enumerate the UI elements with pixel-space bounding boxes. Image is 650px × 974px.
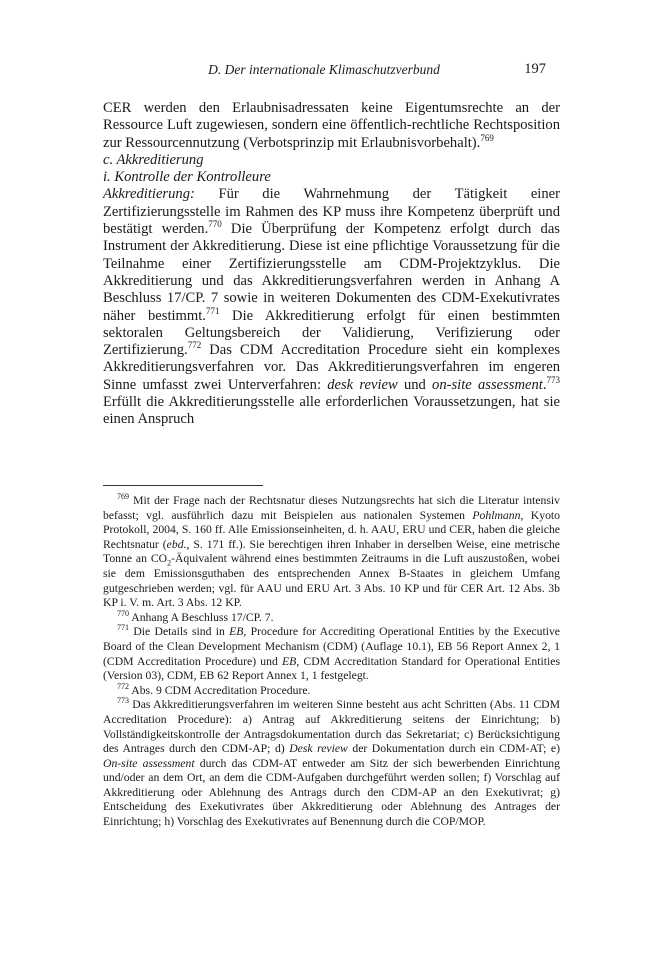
footnote-text: , Procedure for Accrediting Operational Entities by the Executive Board of the Clean Development Mechanism (CDM) (Auflage 10.1), EB 56 Report Annex 2, 1 (CDM Accreditation Procedure) und <box>103 625 560 668</box>
body-text <box>103 100 560 429</box>
footnote-text: Abs. 9 CDM Accreditation Procedure. <box>129 683 311 697</box>
author-eb: EB <box>282 654 297 668</box>
paragraph-1 <box>103 100 560 152</box>
paragraph-2-dot: . <box>542 376 547 393</box>
footnote-773 <box>103 698 560 829</box>
paragraph-2-part-c: Die Akkreditierung erfolgt für einen bestimmten sektoralen Geltungsbereich der Validierung, Verifizierung oder Zertifizierung. <box>103 307 560 359</box>
footnote-text: Mit der Frage nach der Rechtsnatur dieses Nutzungsrechts hat sich die Literatur intensiv befasst; vgl. ausführlich dazu mit Beispielen aus nationalen Systemen <box>103 494 560 522</box>
footnote-ref-771[interactable]: 771 <box>205 305 220 316</box>
footnotes <box>103 494 560 830</box>
term-on-site-assessment: On-site assessment <box>103 756 195 770</box>
co2-subscript: 2 <box>167 558 172 568</box>
author-name: Pohlmann <box>472 508 521 522</box>
footnote-separator <box>103 485 263 486</box>
footnote-ref-773[interactable]: 773 <box>546 374 560 385</box>
footnote-ref-769[interactable]: 769 <box>480 132 494 143</box>
paragraph-2-part-a: Für die Wahrnehmung der Tätigkeit einer Zertifizierungsstelle im Rahmen des KP muss ihre Kompetenz überprüft und bestätigt werden. <box>103 186 560 238</box>
term-desk-review: desk review <box>327 376 398 393</box>
footnote-text: Das Akkreditierungsverfahren im weiteren Sinne besteht aus acht Schritten (Abs. 11 CDM Accreditation Procedure): a) Antrag auf Akkreditierung seitens der Einrichtung; b) Vollständigkeitskontrolle der Antragsdokumentation durch das Sekretariat; c) Berücksichtigung des Antrages durch den CDM-AP; d) <box>103 698 560 756</box>
footnote-text: , CDM Accreditation Standard for Operational Entities (Version 03), CDM, EB 62 Report Annex 1, 1 festgelegt. <box>103 654 560 683</box>
paragraph-2-part-b: Die Überprüfung der Kompetenz erfolgt durch das Instrument der Akkreditierung. Diese ist eine pflichtige Voraussetzung für die Teilnahme einer Zertifizierungsstelle am CDM-Projektzyklus. Die Akkreditierung und das Akkreditierungsverfahren werden in Anhang A Beschluss 17/CP. 7 sowie in weiteren Dokumenten des CDM-Exekutivrates näher bestimmt. <box>103 221 560 324</box>
footnote-number: 769 <box>117 492 129 502</box>
footnote-text: Anhang A Beschluss 17/CP. 7. <box>129 610 274 624</box>
footnote-text: , Kyoto Protokoll, 2004, S. 160 ff. Alle Emissionseinheiten, d. h. AAU, ERU und CER, haben die gleiche Rechtsnatur ( <box>103 508 561 551</box>
footnote-770 <box>103 608 560 626</box>
footnote-text: der Dokumentation durch ein CDM-AT; e) <box>347 742 560 756</box>
running-head: D. Der internationale Klimaschutzverbund <box>208 62 440 77</box>
footnote-769 <box>103 494 560 611</box>
term-on-site-assessment: on-site assessment <box>432 376 543 393</box>
paragraph-1-text: CER werden den Erlaubnisadressaten keine Eigentumsrechte an der Ressource Luft zugewiesen, sondern eine öffentlich-rechtliche Rechtsposition zur Ressourcennutzung (Verbotsprinzip mit Erlaubnisvorbehalt). <box>103 100 560 151</box>
term-desk-review: Desk review <box>289 742 348 756</box>
footnote-text: durch das CDM-AT entweder am Sitz der sich bewerbenden Einrichtung und/oder an dem Ort, an dem die CDM-Aufgaben durchgeführt werden sollen; f) Vorschlag auf Akkreditierung oder Ablehnung des Antrags durch den CDM-AP an den Exekutivrat; g) Entscheidung des Exekutivrates über Akkreditierung oder Ablehnung des Antrages der Einrichtung; h) Vorschlag des Exekutivrates auf Benennung durch die COP/MOP. <box>103 756 560 829</box>
footnote-number: 770 <box>117 608 129 618</box>
footnote-772 <box>103 681 560 699</box>
author-eb: EB <box>229 625 244 639</box>
paragraph-2-und: und <box>397 376 433 393</box>
footnote-ref-770[interactable]: 770 <box>208 219 222 230</box>
paragraph-2-part-d: Das CDM Accreditation Procedure sieht ein komplexes Akkreditierungsverfahren vor. Das Akkreditierungsverfahren im engeren Sinne umfasst zwei Unterverfahren: <box>103 342 560 393</box>
section-heading-i: i. Kontrolle der Kontrolleure <box>103 169 271 186</box>
paragraph-2 <box>103 186 560 428</box>
footnote-number: 771 <box>117 623 129 633</box>
ebd-abbreviation: ebd. <box>166 537 187 551</box>
footnote-ref-772[interactable]: 772 <box>187 340 202 351</box>
footnote-text: -Äquivalent während eines bestimmten Zeitraums in die Luft auszustoßen, wobei sie dem Emissionsguthaben des entsprechenden Annex B-Staates in gleichem Umfang gutgeschrieben werden; vgl. für AAU und ERU Art. 3 Abs. 10 KP und für CER Art. 12 Abs. 3b KP i. V. m. Art. 3 Abs. 12 KP. <box>103 552 560 610</box>
section-heading-c: c. Akkreditierung <box>103 151 204 168</box>
footnote-number: 773 <box>117 696 129 706</box>
paragraph-2-lead: Akkreditierung: <box>103 186 195 203</box>
footnote-text: , S. 171 ff.). Sie berechtigen ihren Inhaber in derselben Weise, eine metrische Tonne an CO <box>103 537 560 566</box>
page-number: 197 <box>524 61 546 77</box>
paragraph-2-part-e: Erfüllt die Akkreditierungsstelle alle erforderlichen Voraussetzungen, hat sie einen Anspruch <box>103 394 560 428</box>
footnote-text: Die Details sind in <box>129 625 230 639</box>
footnote-771 <box>103 625 560 683</box>
footnote-number: 772 <box>117 681 129 691</box>
